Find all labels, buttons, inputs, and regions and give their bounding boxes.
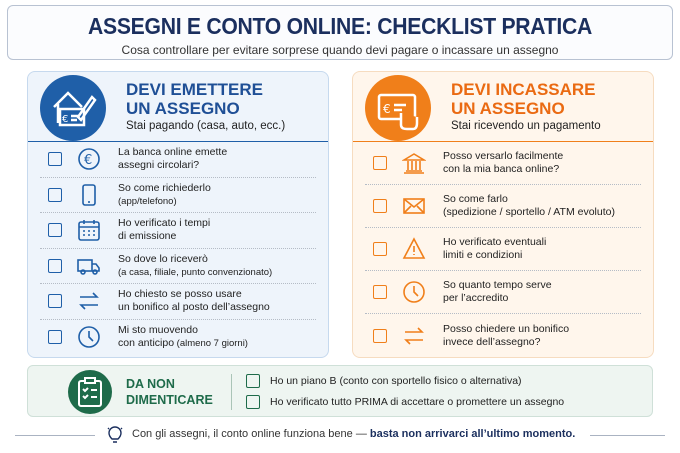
calendar-icon [77, 218, 101, 242]
checklist-item-label: Posso versarlo facilmente con la mia banca online? [443, 150, 564, 175]
reminder-title-line2: DIMENTICARE [126, 393, 213, 407]
footer [0, 425, 680, 445]
checklist-item-label: Ho chiesto se posso usare un bonifico al posto dell’assegno [118, 288, 270, 314]
reminder-item[interactable] [246, 395, 564, 409]
page-title: ASSEGNI E CONTO ONLINE: CHECKLIST PRATICA [87, 13, 592, 39]
panel-subtitle: Stai pagando (casa, auto, ecc.) [126, 120, 286, 132]
checklist-item[interactable] [365, 314, 641, 357]
reminder-item-label: Ho verificato tutto PRIMA di accettare o promettere un assegno [270, 396, 565, 408]
divider [231, 374, 232, 410]
checkbox[interactable] [373, 242, 387, 256]
checkbox[interactable] [48, 259, 62, 273]
checkbox[interactable] [48, 330, 62, 344]
svg-text:€: € [62, 114, 69, 125]
checklist-item[interactable] [365, 228, 641, 271]
checklist-item[interactable] [365, 142, 641, 185]
footer-text: Con gli assegni, il conto online funziona bene — [132, 428, 370, 440]
transfer-icon [402, 324, 426, 348]
check-hand-icon [365, 75, 431, 141]
checkbox[interactable] [373, 199, 387, 213]
reminder-box [27, 365, 653, 417]
checklist-item[interactable] [365, 185, 641, 228]
panel-title-line2: UN ASSEGNO [126, 99, 240, 118]
checklist-item-label: So quanto tempo serve per l’accredito [443, 279, 552, 304]
checklist-item[interactable] [40, 284, 316, 320]
panel-subtitle: Stai ricevendo un pagamento [451, 120, 601, 132]
checklist-item-label: Ho verificato i tempi di emissione [118, 217, 211, 243]
footer-emphasis: basta non arrivarci all’ultimo momento. [369, 428, 576, 440]
checklist-item[interactable] [40, 320, 316, 356]
checklist-item-label: Posso chiedere un bonifico invece dell’assegno? [443, 322, 570, 348]
euro-icon [77, 147, 101, 171]
svg-text:€: € [84, 153, 93, 169]
checkbox[interactable] [373, 329, 387, 343]
truck-icon [77, 254, 101, 278]
clipboard-icon [68, 370, 112, 414]
checklist-item[interactable] [365, 271, 641, 314]
reminder-item-label: Ho un piano B (conto con sportello fisico o alternativa) [270, 375, 522, 387]
checkbox[interactable] [48, 294, 62, 308]
checkbox[interactable] [246, 395, 260, 409]
page-subtitle: Cosa controllare per evitare sorprese quando devi pagare o incassare un assegno [121, 43, 559, 57]
panel-title-line1: DEVI INCASSARE [451, 80, 596, 99]
transfer-icon [77, 289, 101, 313]
checklist-item[interactable] [40, 249, 316, 285]
issue-check-panel [27, 71, 329, 358]
house-check-pen-icon [40, 75, 106, 141]
checkbox[interactable] [373, 285, 387, 299]
panel-title-line1: DEVI EMETTERE [126, 80, 263, 99]
checklist-item-label: La banca online emette assegni circolari? [118, 146, 228, 172]
checklist-item-label: Mi sto muovendo con anticipo (almeno 7 giorni) [118, 324, 248, 350]
checkbox[interactable] [48, 152, 62, 166]
clock-icon [402, 280, 426, 304]
phone-icon [77, 183, 101, 207]
divider [15, 435, 95, 436]
checklist-item[interactable] [40, 178, 316, 214]
header [7, 5, 673, 60]
lightbulb-icon [105, 425, 125, 445]
panel-title-line2: UN ASSEGNO [451, 99, 565, 118]
checklist-item[interactable] [40, 213, 316, 249]
divider [590, 435, 665, 436]
checkbox[interactable] [48, 188, 62, 202]
svg-text:€: € [383, 102, 391, 116]
checkbox[interactable] [246, 374, 260, 388]
clock-icon [77, 325, 101, 349]
checklist-item-label: So come farlo (spedizione / sportello / ATM evoluto) [443, 193, 615, 218]
checkbox[interactable] [48, 223, 62, 237]
checklist-item-label: So come richiederlo (app/telefono) [118, 181, 211, 207]
reminder-item[interactable] [246, 374, 522, 388]
envelope-icon [402, 194, 426, 218]
reminder-title-line1: DA NON [126, 377, 175, 391]
checklist-item-label: So dove lo riceverò (a casa, filiale, punto convenzionato) [118, 252, 273, 278]
bank-icon [402, 151, 426, 175]
checklist-item-label: Ho verificato eventuali limiti e condizioni [443, 236, 547, 261]
warning-icon [402, 237, 426, 261]
checkbox[interactable] [373, 156, 387, 170]
checklist-item[interactable] [40, 142, 316, 178]
cash-check-panel [352, 71, 654, 358]
